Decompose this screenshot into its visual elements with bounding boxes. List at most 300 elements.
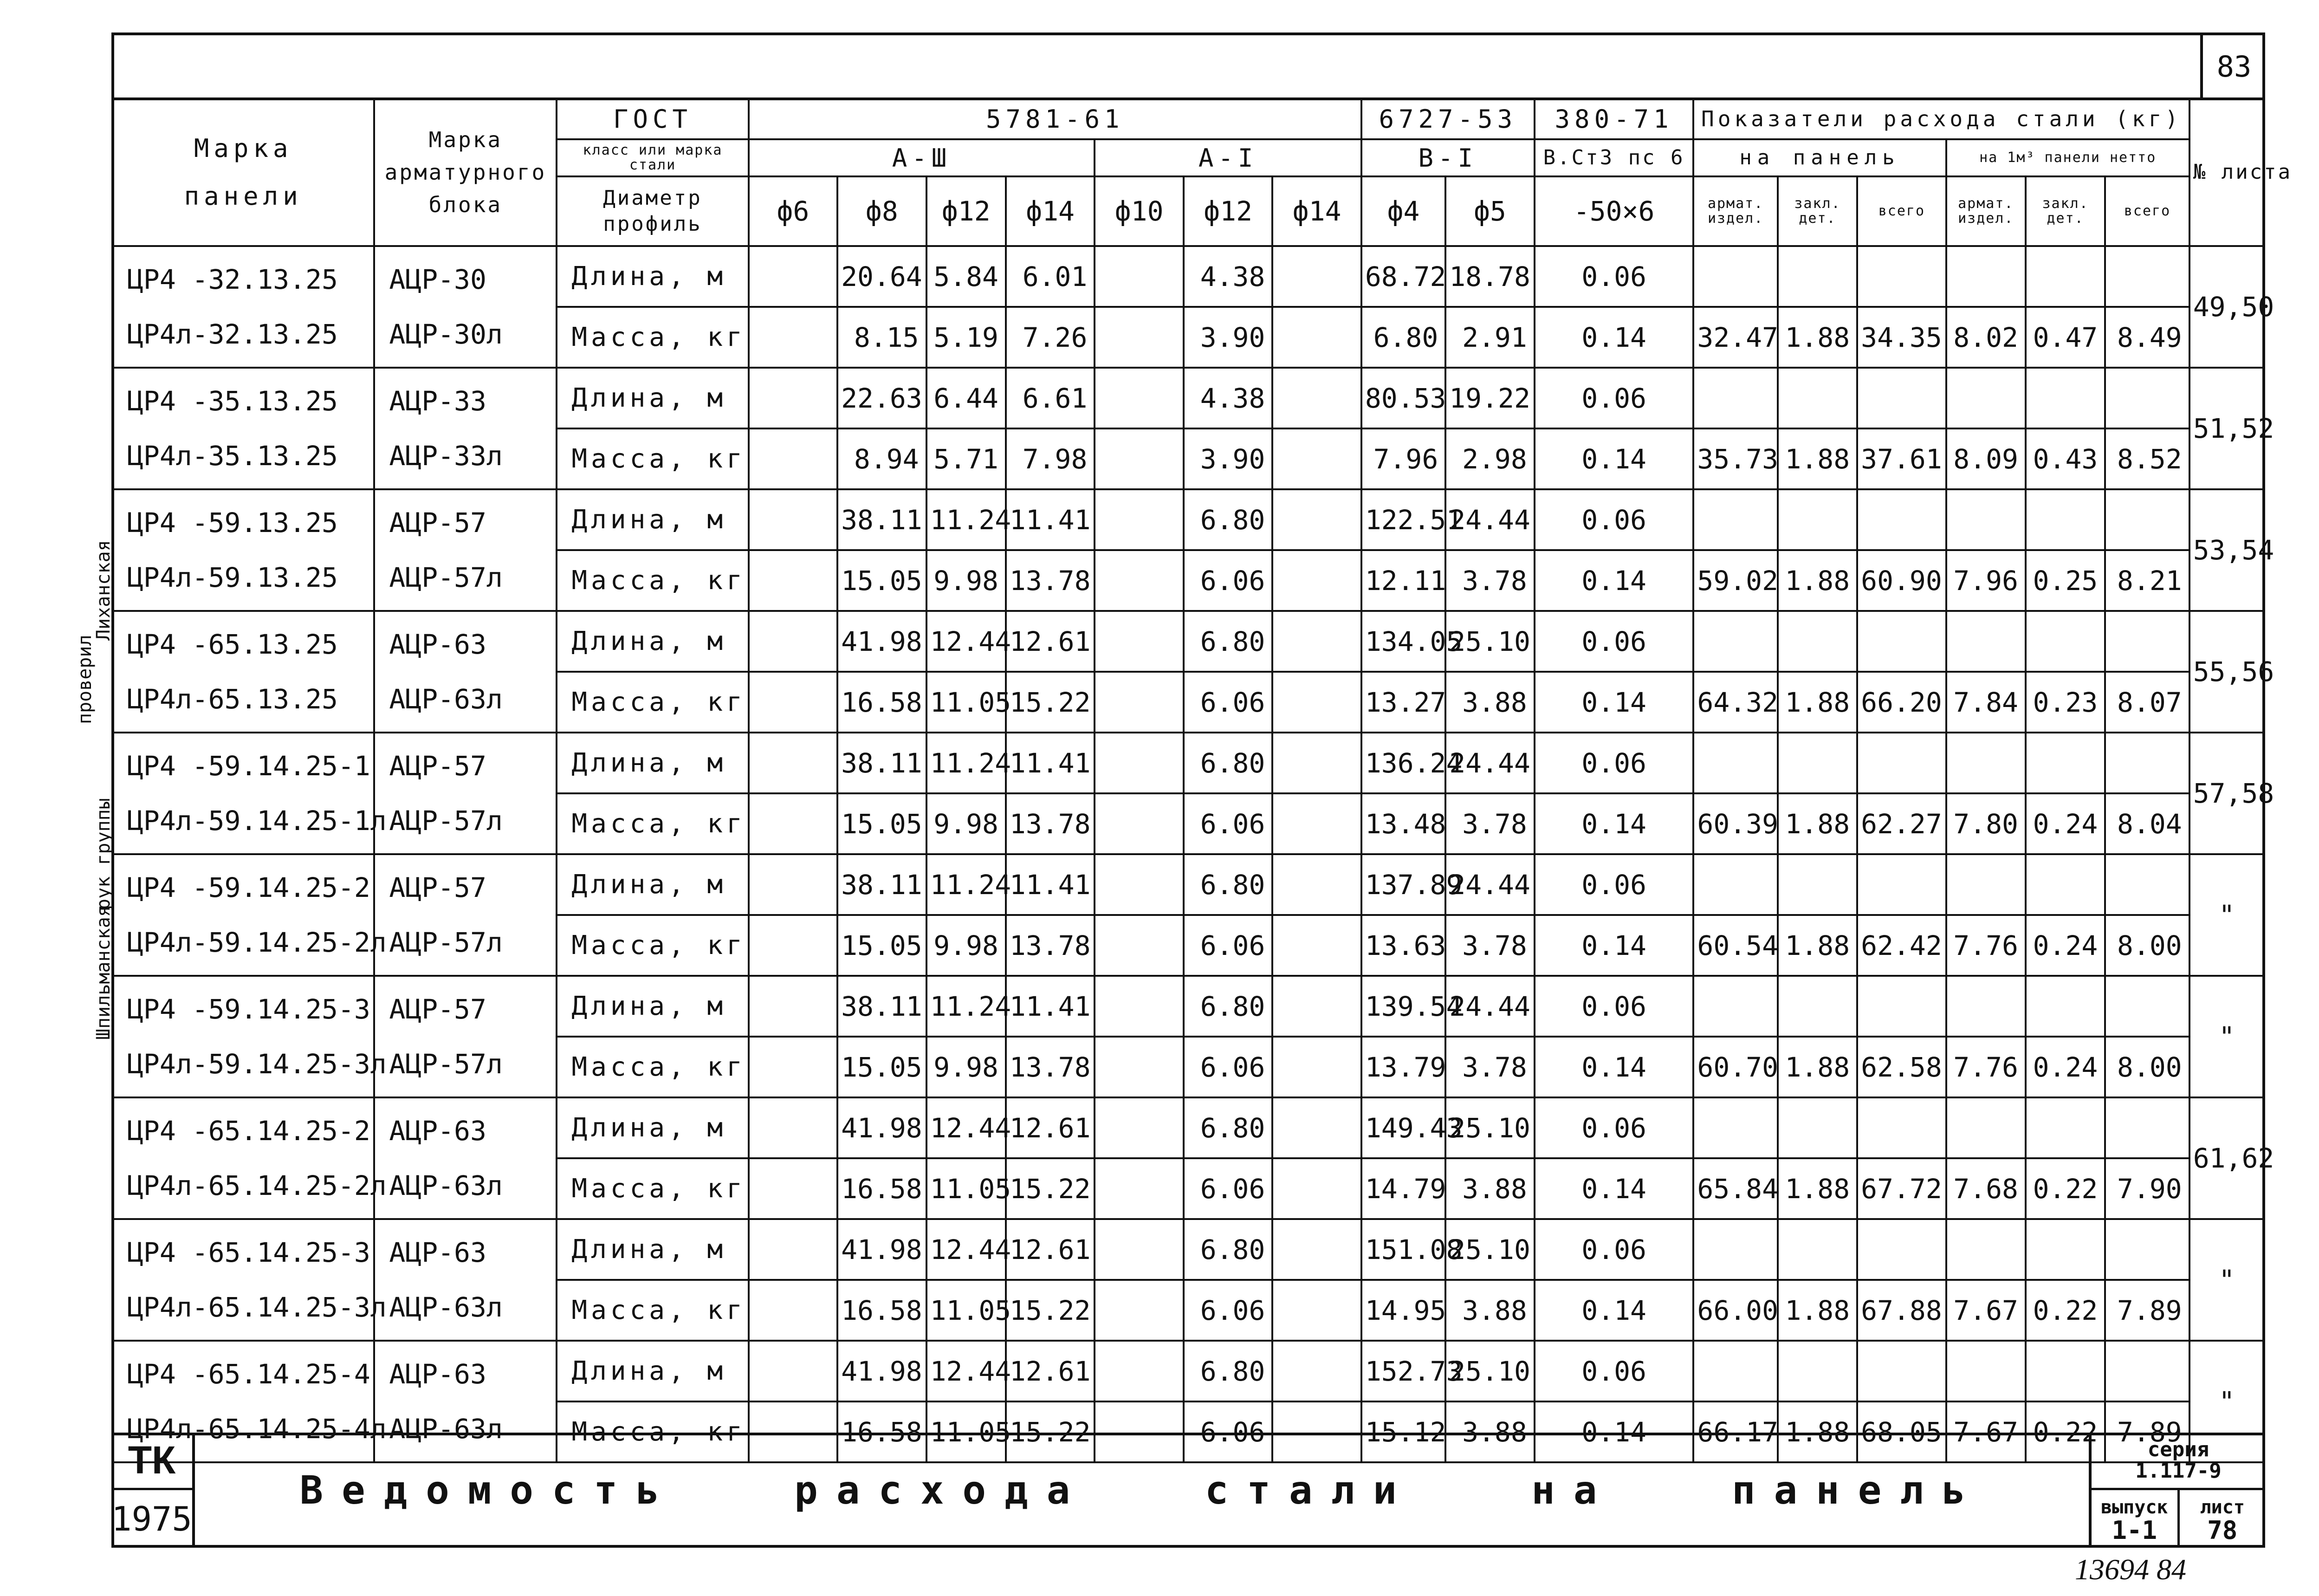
length-value: 38.11 [837,854,926,915]
indicator-value: 0.43 [2026,428,2105,489]
length-value: 12.61 [1006,1219,1095,1280]
mass-value: 9.98 [926,1037,1006,1097]
indicator-value: 1.88 [1778,672,1857,733]
table-row [112,246,2264,307]
mass-value: 11.05 [926,1401,1006,1462]
mass-value: 15.05 [837,550,926,611]
length-value [1272,246,1361,307]
length-value: 5.84 [926,246,1006,307]
mass-value [1272,915,1361,976]
length-value: 12.44 [926,1341,1006,1401]
indicator-value: 7.84 [1946,672,2026,733]
param-mass: Масса, кг [557,550,748,611]
mass-value: 3.78 [1445,793,1535,854]
length-value [749,854,837,915]
mass-value [749,1037,837,1097]
mass-value: 11.05 [926,1158,1006,1219]
mass-value: 0.14 [1535,1158,1694,1219]
length-value: 0.06 [1535,368,1694,428]
mass-value [1272,307,1361,368]
length-value: 137.89 [1361,854,1445,915]
header-gost: ГОСТ [557,98,748,139]
indicator-empty [1946,733,2026,793]
length-value: 136.24 [1361,733,1445,793]
indicator-value: 8.00 [2105,915,2189,976]
indicator-value: 34.35 [1857,307,1946,368]
mass-value: 9.98 [926,915,1006,976]
indicator-empty [2105,1219,2189,1280]
length-value: 11.24 [926,733,1006,793]
block-mark-cell [374,733,557,854]
length-value: 11.24 [926,854,1006,915]
mass-value: 16.58 [837,672,926,733]
block-mark: АЦР-57 [389,750,486,782]
length-value [1095,489,1183,550]
indicator-empty [1693,1219,1777,1280]
panel-mark-cell [112,976,387,1097]
length-value: 25.10 [1445,611,1535,672]
block-mark: АЦР-57 [389,507,486,538]
block-mark-cell [374,1097,557,1219]
header-ind-zakl-1: закл. дет. [1778,176,1857,246]
indicator-empty [2026,1341,2105,1401]
mass-value: 14.79 [1361,1158,1445,1219]
indicator-empty [2105,368,2189,428]
indicator-empty [1693,1341,1777,1401]
indicator-empty [2105,489,2189,550]
mass-value: 7.96 [1361,428,1445,489]
indicator-empty [1946,854,2026,915]
mass-value: 13.63 [1361,915,1445,976]
header-class-a3: А-Ш [749,139,1095,176]
issue-label: выпуск [2101,1497,2168,1518]
indicator-empty [1857,1219,1946,1280]
indicator-value: 7.96 [1946,550,2026,611]
mass-value: 8.15 [837,307,926,368]
table-row [112,1219,2264,1280]
param-mass: Масса, кг [557,672,748,733]
mass-value: 0.14 [1535,915,1694,976]
block-mark: АЦР-57 [389,872,486,903]
length-value: 24.44 [1445,489,1535,550]
mass-value: 5.71 [926,428,1006,489]
indicator-value: 8.04 [2105,793,2189,854]
length-value: 11.24 [926,489,1006,550]
length-value: 25.10 [1445,1219,1535,1280]
length-value: 11.41 [1006,733,1095,793]
indicator-value: 1.88 [1778,428,1857,489]
indicator-value: 7.89 [2105,1280,2189,1341]
mass-value: 3.88 [1445,672,1535,733]
indicator-empty [2026,611,2105,672]
indicator-value: 1.88 [1778,550,1857,611]
indicator-value: 0.25 [2026,550,2105,611]
mass-value: 12.11 [1361,550,1445,611]
length-value: 6.80 [1184,1341,1272,1401]
margin-name-1: Лиханская [93,540,114,641]
block-mark: АЦР-63л [389,1170,503,1201]
mass-value [1095,1158,1183,1219]
mass-value: 0.14 [1535,428,1694,489]
indicator-value: 32.47 [1693,307,1777,368]
indicator-empty [1693,611,1777,672]
mass-value: 6.06 [1184,1037,1272,1097]
length-value: 6.80 [1184,1219,1272,1280]
indicator-value: 60.70 [1693,1037,1777,1097]
length-value: 6.80 [1184,1097,1272,1158]
header-ind-total-5: всего [2105,176,2189,246]
mass-value: 3.88 [1445,1401,1535,1462]
length-value: 12.44 [926,611,1006,672]
indicator-empty [1857,854,1946,915]
indicator-empty [1857,1097,1946,1158]
panel-mark: ЦР4л-35.13.25 [127,440,338,472]
mass-value: 3.78 [1445,915,1535,976]
param-mass: Масса, кг [557,1037,748,1097]
sheet-label: лист [2200,1497,2245,1518]
indicator-value: 0.22 [2026,1158,2105,1219]
mass-value: 7.98 [1006,428,1095,489]
indicator-empty [1778,1341,1857,1401]
mass-value: 3.88 [1445,1158,1535,1219]
param-mass: Масса, кг [557,793,748,854]
length-value: 149.43 [1361,1097,1445,1158]
panel-mark: ЦР4 -65.14.25-3 [127,1237,370,1268]
block-mark: АЦР-63л [389,1413,503,1445]
block-mark: АЦР-30л [389,318,503,350]
mass-value [1095,672,1183,733]
indicator-empty [1693,976,1777,1037]
indicator-value: 7.80 [1946,793,2026,854]
header-diameter-5: ф12 [1184,176,1272,246]
block-mark: АЦР-63 [389,629,486,660]
length-value [1272,733,1361,793]
length-value [749,733,837,793]
length-value: 4.38 [1184,246,1272,307]
mass-value: 3.78 [1445,550,1535,611]
indicator-empty [1857,1341,1946,1401]
sheet-number: 49,50 [2189,246,2264,368]
panel-mark: ЦР4л-59.14.25-2л [127,927,387,958]
panel-mark: ЦР4л-32.13.25 [127,318,338,350]
indicator-value: 8.49 [2105,307,2189,368]
length-value: 6.01 [1006,246,1095,307]
block-mark-cell [374,246,557,368]
mass-value: 3.90 [1184,307,1272,368]
indicator-empty [2105,1097,2189,1158]
header-class-st3: В.Ст3 пс 6 [1535,139,1694,176]
block-mark: АЦР-63 [389,1237,486,1268]
length-value: 0.06 [1535,854,1694,915]
length-value [749,368,837,428]
length-value: 0.06 [1535,611,1694,672]
mass-value: 15.22 [1006,1401,1095,1462]
length-value [749,976,837,1037]
indicator-value: 67.72 [1857,1158,1946,1219]
param-length: Длина, м [557,976,748,1037]
mass-value [1272,672,1361,733]
indicator-empty [1693,489,1777,550]
indicator-empty [2026,854,2105,915]
header-diameter-2: ф12 [926,176,1006,246]
header-per-panel: на панель [1693,139,1946,176]
length-value: 68.72 [1361,246,1445,307]
mass-value: 15.05 [837,915,926,976]
panel-mark: ЦР4 -35.13.25 [127,385,338,417]
mass-value: 15.22 [1006,1280,1095,1341]
indicator-value: 8.00 [2105,1037,2189,1097]
indicator-empty [2026,489,2105,550]
mass-value [1095,428,1183,489]
mass-value: 13.78 [1006,1037,1095,1097]
mass-value: 16.58 [837,1280,926,1341]
length-value: 6.80 [1184,489,1272,550]
header-diameter-8: ф5 [1445,176,1535,246]
indicator-empty [2026,976,2105,1037]
mass-value: 11.05 [926,1280,1006,1341]
length-value: 6.61 [1006,368,1095,428]
margin-name-2: Шпильманская [93,906,114,1040]
mass-value: 3.88 [1445,1280,1535,1341]
indicator-value: 8.21 [2105,550,2189,611]
mass-value: 3.78 [1445,1037,1535,1097]
mass-value: 0.14 [1535,1401,1694,1462]
mass-value [1272,1280,1361,1341]
mass-value [1272,793,1361,854]
length-value: 11.41 [1006,489,1095,550]
title-tk [111,1433,195,1548]
length-value [1095,1341,1183,1401]
length-value: 25.10 [1445,1341,1535,1401]
length-value [1095,368,1183,428]
mass-value: 0.14 [1535,793,1694,854]
length-value [749,246,837,307]
issue-box [2092,1490,2180,1548]
length-value [1095,1219,1183,1280]
mass-value: 7.26 [1006,307,1095,368]
header-diameter-1: ф8 [837,176,926,246]
length-value: 6.80 [1184,733,1272,793]
indicator-value: 7.76 [1946,915,2026,976]
param-mass: Масса, кг [557,915,748,976]
sheet-value: 78 [2207,1516,2238,1545]
panel-mark-cell [112,246,374,368]
length-value: 0.06 [1535,246,1694,307]
panel-mark-cell [112,854,387,976]
indicator-value: 66.17 [1693,1401,1777,1462]
mass-value: 6.06 [1184,550,1272,611]
header-gost-5781: 5781-61 [749,98,1361,139]
mass-value: 16.58 [837,1401,926,1462]
mass-value: 13.48 [1361,793,1445,854]
length-value: 20.64 [837,246,926,307]
indicator-empty [1778,733,1857,793]
indicator-empty [1857,246,1946,307]
mass-value: 6.06 [1184,915,1272,976]
block-mark: АЦР-57л [389,927,503,958]
block-mark-cell [374,1219,557,1341]
table-row [112,489,2264,550]
indicator-value: 0.24 [2026,1037,2105,1097]
indicator-value: 0.23 [2026,672,2105,733]
indicator-value: 8.07 [2105,672,2189,733]
length-value: 24.44 [1445,976,1535,1037]
indicator-empty [1946,368,2026,428]
panel-mark: ЦР4л-65.14.25-2л [127,1170,387,1201]
mass-value: 14.95 [1361,1280,1445,1341]
header-gost-380: 380-71 [1535,98,1694,139]
panel-mark-cell [112,368,374,489]
indicator-value: 8.52 [2105,428,2189,489]
indicator-value: 65.84 [1693,1158,1777,1219]
length-value: 80.53 [1361,368,1445,428]
length-value: 25.10 [1445,1097,1535,1158]
length-value [1095,854,1183,915]
indicator-value: 1.88 [1778,1158,1857,1219]
indicator-empty [1778,368,1857,428]
indicator-empty [1693,368,1777,428]
mass-value: 6.06 [1184,1158,1272,1219]
mass-value [1095,550,1183,611]
indicator-empty [1857,489,1946,550]
mass-value: 0.14 [1535,1280,1694,1341]
document-title: Ведомость расхода стали на панель [299,1467,1984,1513]
length-value: 0.06 [1535,1341,1694,1401]
series-box [2092,1433,2265,1490]
length-value: 38.11 [837,733,926,793]
left-margin-stamps [70,464,114,1532]
mass-value [749,915,837,976]
block-mark-cell [374,976,557,1097]
length-value [1095,611,1183,672]
mass-value: 11.05 [926,672,1006,733]
indicator-empty [1857,368,1946,428]
indicator-value: 66.00 [1693,1280,1777,1341]
table-row [112,733,2264,793]
mass-value [1272,1158,1361,1219]
mass-value: 6.80 [1361,307,1445,368]
length-value: 6.44 [926,368,1006,428]
table-row [112,1341,2264,1401]
mass-value: 0.14 [1535,1037,1694,1097]
block-mark: АЦР-63л [389,683,503,715]
indicator-value: 7.68 [1946,1158,2026,1219]
mass-value: 9.98 [926,793,1006,854]
mass-value: 0.14 [1535,672,1694,733]
header-ind-armat-0: армат. издел. [1693,176,1777,246]
mass-value [1272,550,1361,611]
length-value: 19.22 [1445,368,1535,428]
mass-value: 0.14 [1535,307,1694,368]
indicator-value: 7.67 [1946,1280,2026,1341]
indicator-value: 37.61 [1857,428,1946,489]
header-class: класс или марка стали [557,139,748,176]
length-value [749,489,837,550]
indicator-empty [2026,1219,2105,1280]
mass-value: 15.05 [837,793,926,854]
indicator-empty [1857,611,1946,672]
series-value: 1.117-9 [2135,1459,2222,1483]
length-value [1272,489,1361,550]
indicator-value: 1.88 [1778,307,1857,368]
sheet-number: 55,56 [2189,611,2264,733]
indicator-empty [1778,1219,1857,1280]
header-class-a1: А-I [1095,139,1361,176]
mass-value: 13.78 [1006,550,1095,611]
block-mark: АЦР-30 [389,264,486,295]
margin-group-head: рук группы [93,798,114,910]
length-value [1095,1097,1183,1158]
indicator-value: 60.39 [1693,793,1777,854]
indicator-empty [1693,1097,1777,1158]
param-mass: Масса, кг [557,1280,748,1341]
header-class-b1: В-I [1361,139,1535,176]
table-row [112,854,2264,915]
mass-value: 15.12 [1361,1401,1445,1462]
panel-mark: ЦР4 -59.14.25-2 [127,872,370,903]
indicator-empty [1946,611,2026,672]
param-length: Длина, м [557,489,748,550]
length-value: 38.11 [837,976,926,1037]
indicator-value: 1.88 [1778,1401,1857,1462]
length-value: 41.98 [837,1219,926,1280]
length-value: 12.44 [926,1097,1006,1158]
indicator-empty [2105,1341,2189,1401]
indicator-empty [2105,976,2189,1037]
panel-mark: ЦР4л-59.14.25-1л [127,805,387,837]
indicator-empty [1778,1097,1857,1158]
indicator-value: 7.90 [2105,1158,2189,1219]
mass-value [749,793,837,854]
mass-value: 2.91 [1445,307,1535,368]
block-mark: АЦР-57л [389,562,503,593]
mass-value: 13.79 [1361,1037,1445,1097]
indicator-empty [1693,246,1777,307]
header-diameter: Диаметр профиль [557,176,748,246]
mass-value [1095,915,1183,976]
series-stamp [2089,1433,2265,1548]
indicator-empty [2026,1097,2105,1158]
block-mark: АЦР-57 [389,993,486,1025]
mass-value: 6.06 [1184,672,1272,733]
sheet-number: " [2189,1219,2264,1341]
indicator-empty [1946,246,2026,307]
mass-value: 8.94 [837,428,926,489]
mass-value [1272,428,1361,489]
page-number: 83 [2200,32,2265,100]
tk-year: 1975 [111,1499,192,1538]
sheet-number: " [2189,1341,2264,1462]
indicator-value: 62.27 [1857,793,1946,854]
header-diameter-0: ф6 [749,176,837,246]
indicator-empty [1693,854,1777,915]
sheet-number: 61,62 [2189,1097,2264,1219]
mass-value: 15.22 [1006,1158,1095,1219]
panel-mark-cell [112,489,374,611]
param-mass: Масса, кг [557,428,748,489]
indicator-empty [1778,489,1857,550]
length-value [1095,976,1183,1037]
table-row [112,368,2264,428]
panel-mark-cell [112,1097,387,1219]
mass-value: 9.98 [926,550,1006,611]
indicator-value: 7.89 [2105,1401,2189,1462]
length-value [1272,368,1361,428]
indicator-value: 0.22 [2026,1280,2105,1341]
length-value: 122.51 [1361,489,1445,550]
header-diameter-6: ф14 [1272,176,1361,246]
indicator-empty [2026,368,2105,428]
